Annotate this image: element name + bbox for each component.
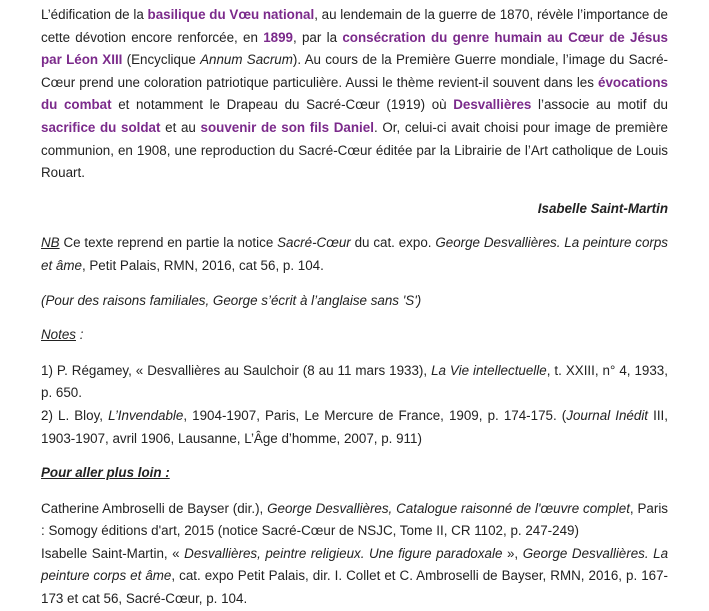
reference-text: , cat. expo Petit Palais, dir. I. Collet et C. Ambroselli de Bayser, RMN, 2016, p. 167-173 et cat 56, Sacré-Cœur, p. 104. [41, 568, 668, 607]
intro-text: , par la [292, 29, 343, 45]
nb-text: Ce texte reprend en partie la notice [59, 235, 278, 251]
note-text: , t. XXIII, n° 4, 1933, p. 650. [41, 362, 668, 401]
highlight-combat: évocations du combat [41, 74, 668, 113]
nb-text: , Petit Palais, RMN, 2016, cat 56, p. 104. [81, 257, 324, 273]
nb-catalogue-title: George Desvallières. La peinture corps et âme [41, 235, 668, 273]
intro-text: et au [160, 119, 201, 135]
note-journal-title: Journal Inédit [566, 407, 649, 423]
highlight-year: 1899 [263, 29, 293, 45]
intro-text: L’édification de la [41, 7, 148, 22]
reference-title: George Desvallières, Catalogue raisonné de l'œuvre complet [267, 500, 630, 516]
family-note [41, 290, 668, 313]
notes-heading-label: Notes [41, 327, 76, 343]
note-text: 1) P. Régamey, « Desvallières au Saulchoir (8 au 11 mars 1933), [41, 362, 432, 378]
reference-text: Catherine Ambroselli de Bayser (dir.), [41, 500, 268, 516]
highlight-sacrifice: sacrifice du soldat [41, 119, 161, 135]
note-book-title: L’Invendable [108, 407, 184, 423]
highlight-daniel: souvenir de son fils Daniel [200, 119, 374, 135]
nb-work-title: Sacré-Cœur [277, 235, 351, 251]
intro-text: , au lendemain de la guerre de 1870, révèle l’importance de cette dévotion encore renforcée, en [41, 7, 668, 45]
notes-heading [41, 324, 668, 347]
family-note-text: (Pour des raisons familiales, George s’écrit à l’anglaise sans 'S') [41, 292, 422, 308]
notes-heading-colon: : [75, 327, 84, 343]
reference-2 [41, 543, 668, 611]
reference-text: Isabelle Saint-Martin, « [41, 545, 185, 561]
reference-text: », [502, 545, 523, 561]
reference-text: , Paris : Somogy éditions d'art, 2015 (notice Sacré-Cœur de NSJC, Tome II, CR 1102, p. 247-249) [41, 500, 668, 539]
intro-text: et notamment le Drapeau du Sacré-Cœur (1919) où [111, 97, 454, 113]
note-journal-title: La Vie intellectuelle [431, 362, 547, 378]
intro-paragraph [41, 4, 668, 185]
intro-text: ). Au cours de la Première Guerre mondiale, l’image du Sacré-Cœur prend une coloration patriotique particulière. Aussi le thème revient-il souvent dans les [41, 52, 669, 90]
highlight-consecration: consécration du genre humain au Cœur de Jésus par Léon XIII [41, 29, 668, 68]
intro-text: l’associe au motif du [531, 97, 668, 113]
further-reading-label: Pour aller plus loin : [41, 465, 170, 481]
nb-paragraph [41, 232, 668, 277]
highlight-desvallieres: Desvallières [453, 97, 532, 113]
further-reading-heading [41, 462, 668, 485]
encyclical-title: Annum Sacrum [200, 52, 293, 68]
note-1 [41, 360, 668, 405]
reference-catalogue-title: George Desvallières. La peinture corps et âme [41, 545, 669, 584]
nb-label: NB [41, 235, 60, 251]
highlight-basilica: basilique du Vœu national [147, 7, 315, 22]
nb-text: du cat. expo. [350, 235, 436, 251]
author-signature: Isabelle Saint-Martin [537, 200, 668, 216]
intro-text: (Encyclique [122, 52, 201, 68]
note-2 [41, 405, 668, 450]
note-text: , 1904-1907, Paris, Le Mercure de France, 1909, p. 174-175. ( [183, 407, 567, 423]
article-body [41, 4, 668, 611]
reference-title: Desvallières, peintre religieux. Une figure paradoxale [184, 545, 503, 561]
note-text: III, 1903-1907, avril 1906, Lausanne, L’Âge d’homme, 2007, p. 911) [41, 407, 668, 446]
note-text: 2) L. Bloy, [41, 407, 109, 423]
intro-text: . Or, celui-ci avait choisi pour image de première communion, en 1908, une reproduction du Sacré-Cœur éditée par la Librairie de l’Art catholique de Louis Rouart. [41, 119, 668, 181]
reference-1 [41, 498, 668, 543]
